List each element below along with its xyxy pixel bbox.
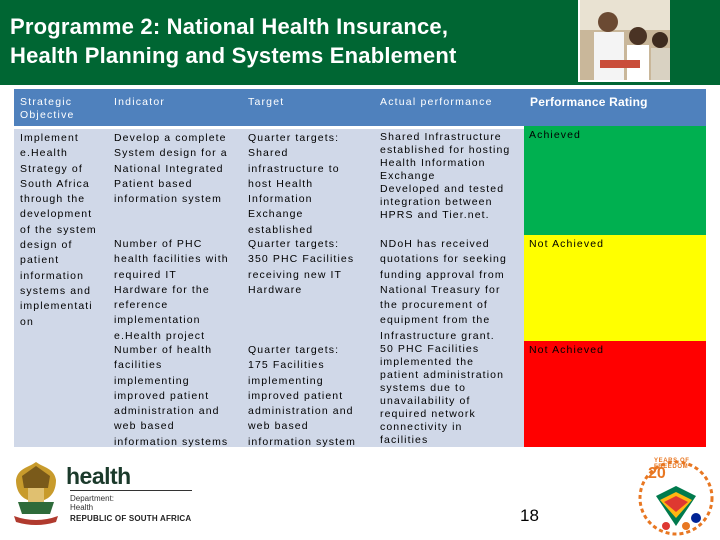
department-text: Department: Health xyxy=(70,494,115,512)
header-indicator: Indicator xyxy=(108,89,242,126)
row1-rating xyxy=(524,126,706,235)
logo-divider xyxy=(70,490,192,491)
svg-text:20: 20 xyxy=(648,465,666,482)
row2-rating xyxy=(524,235,706,341)
coat-of-arms-icon xyxy=(10,458,62,530)
health-logo-text: health xyxy=(66,463,131,489)
title-banner xyxy=(0,0,720,85)
anniversary-text: YEARS OF FREEDOM xyxy=(654,458,690,470)
row1-target: Quarter targets: Shared infrastructure to host Health Information Exchange established xyxy=(248,132,340,236)
row1-indicator: Develop a complete System design for a National Integrated Patient based information system xyxy=(114,132,228,206)
page-number: 18 xyxy=(520,506,539,525)
row2-rating-label: Not Achieved xyxy=(529,238,605,250)
row1-actual: Shared Infrastructure established for hosting Health Information Exchange Developed and tested integration between HPRS and Tier.net. xyxy=(380,131,511,221)
header-actual-performance: Actual performance xyxy=(374,89,524,126)
country-text: REPUBLIC OF SOUTH AFRICA xyxy=(70,514,192,523)
row3-indicator: Number of health facilities implementing improved patient administration and web based information systems xyxy=(114,344,229,448)
row1-rating-label: Achieved xyxy=(529,129,581,141)
row3-target: Quarter targets: 175 Facilities implementing improved patient administration and web based information system xyxy=(248,344,356,448)
header-performance-rating: Performance Rating xyxy=(524,89,706,126)
header-target: Target xyxy=(242,89,374,126)
nurse-children-photo xyxy=(580,0,670,82)
slide-title: Programme 2: National Health Insurance, Health Planning and Systems Enablement xyxy=(10,14,457,68)
row2-target: Quarter targets: 350 PHC Facilities receiving new IT Hardware xyxy=(248,238,355,296)
row2-actual: NDoH has received quotations for seeking funding approval from National Treasury for the procurement of equipment from the Infrastructure grant. xyxy=(380,238,507,342)
row2-indicator: Number of PHC health facilities with required IT Hardware for the reference implementation e.Health project xyxy=(114,238,229,342)
header-strategic-objective: Strategic Objective xyxy=(14,89,108,126)
row3-actual: 50 PHC Facilities implemented the patient administration systems due to unavailability of required network connectivity in facilities xyxy=(380,343,505,446)
strategic-objective-text: Implement e.Health Strategy of South Africa through the development of the system design of patient information systems and implementati on xyxy=(20,132,97,328)
header-photo xyxy=(578,0,670,82)
row3-rating xyxy=(524,341,706,447)
performance-table xyxy=(14,89,706,447)
row3-rating-label: Not Achieved xyxy=(529,344,605,356)
